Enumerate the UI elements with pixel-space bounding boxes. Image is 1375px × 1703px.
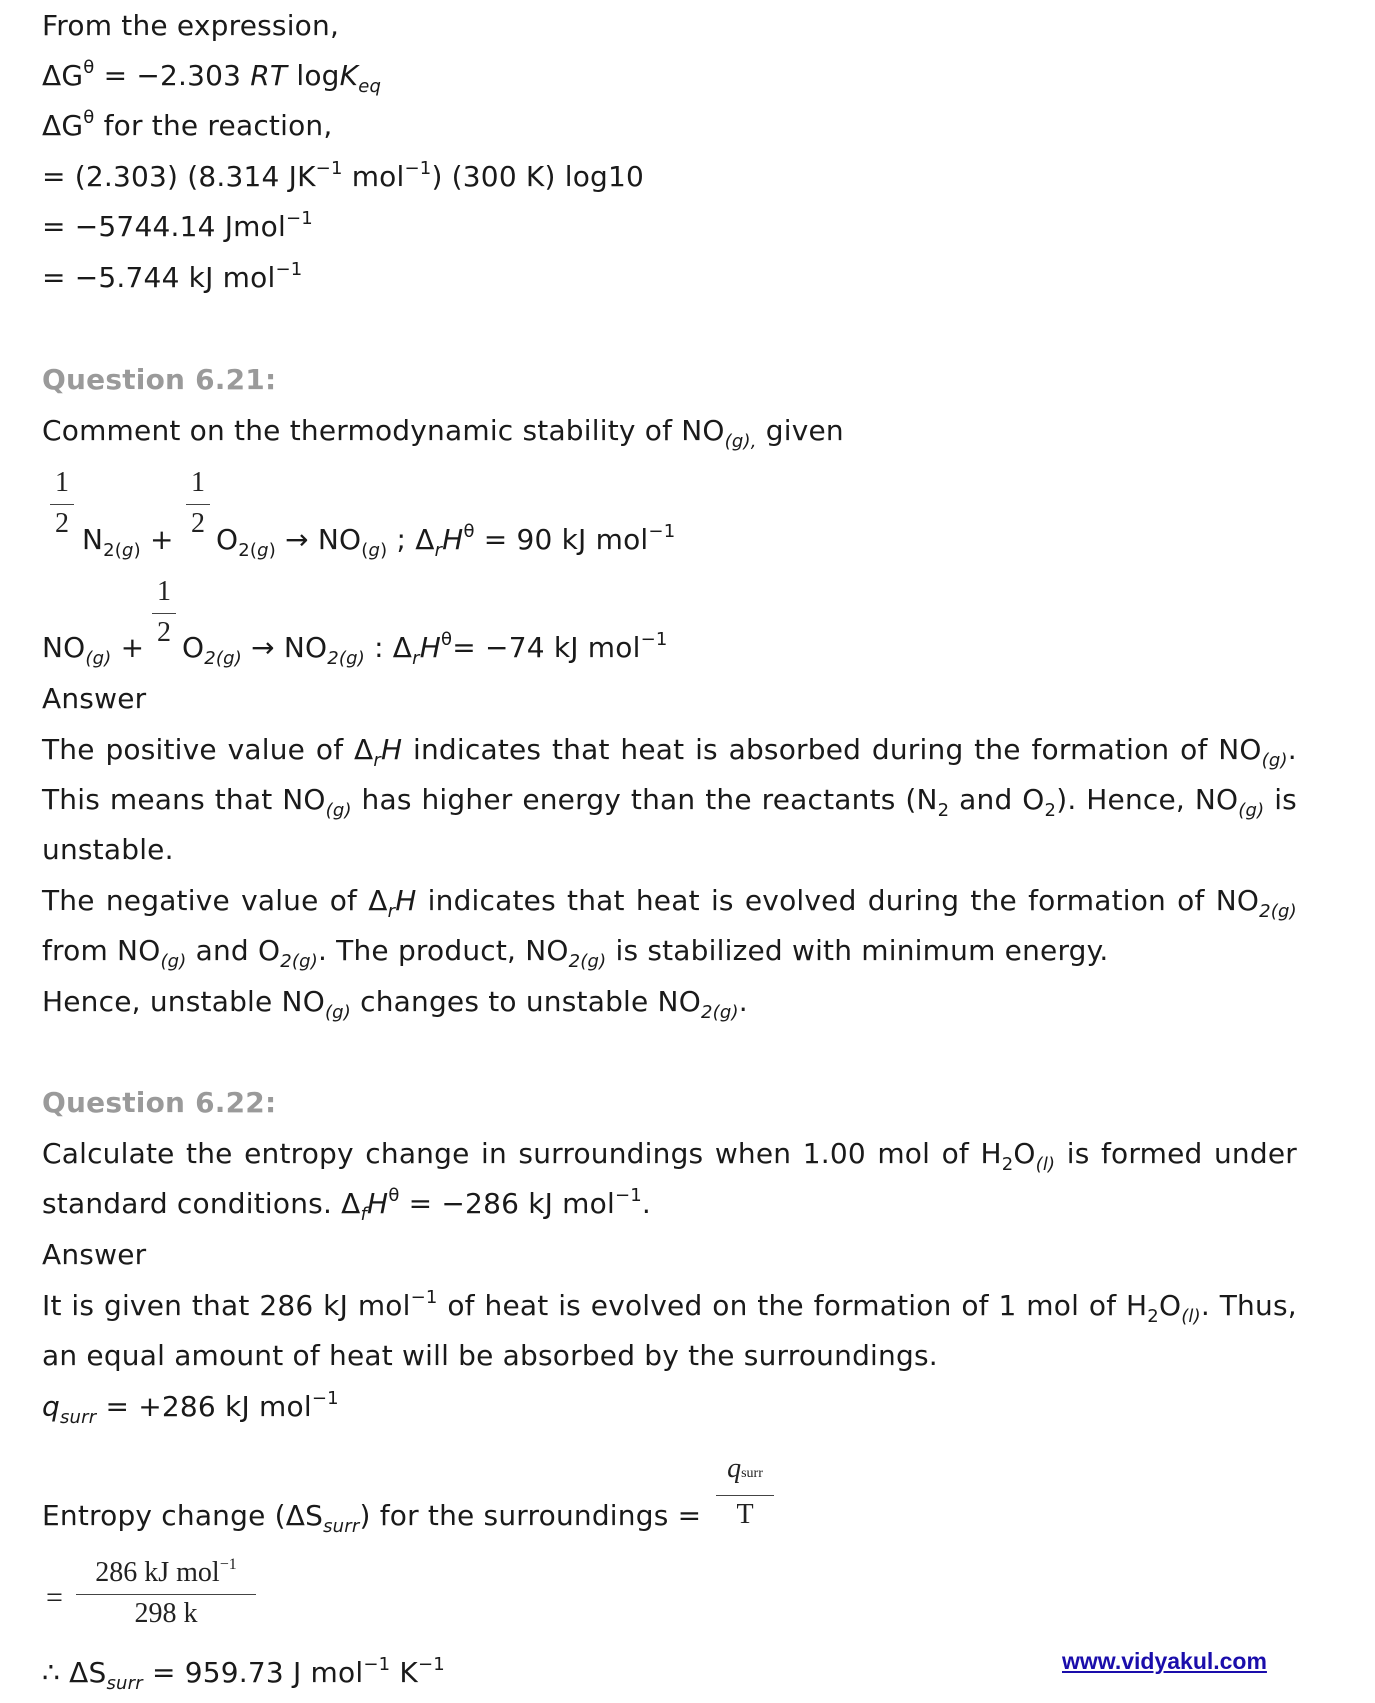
question-heading-6-22: Question 6.22: (42, 1086, 277, 1119)
question-heading-6-21: Question 6.21: (42, 363, 277, 396)
answer-p1-line1: The positive value of $\Delta_rH$ indicates that heat is absorbed during the formation of $NO_{(g)}$. (42, 733, 1297, 771)
equation-no-formation-left: $N_{2(g)}$ + (82, 523, 174, 561)
question-text-6-22-line1: Calculate the entropy change in surroundings when 1.00 mol of $H_2O_{(l)}$ is formed under (42, 1137, 1297, 1175)
equation-no2-formation-left: $NO_{(g)}$ + (42, 631, 145, 669)
answer-label-6-21: Answer (42, 682, 147, 715)
answer-6-22-line2: an equal amount of heat will be absorbed by the surroundings. (42, 1339, 938, 1372)
fraction-half-2: 1 2 (186, 466, 210, 539)
fraction-286-over-298: 286 kJ mol$^{-1}$ 298 k (76, 1556, 256, 1629)
equation-q-surr: $q_{surr} = +286$ kJ mol$^{-1}$ (42, 1388, 339, 1428)
equation-no-formation-right: $O_{2(g)} \to NO_{(g)}$ ; $\Delta_rH^\theta = 90$ kJ mol$^{-1}$ (216, 521, 676, 561)
footer-website-link[interactable]: www.vidyakul.com (1062, 1648, 1267, 1674)
answer-6-22-line1: It is given that 286 kJ mol$^{-1}$ of heat is evolved on the formation of 1 mol of $H_2O_{(l)}$. Thus, (42, 1287, 1297, 1327)
answer-p2-line2: from $NO_{(g)}$ and $O_{2(g)}$. The product, $NO_{2(g)}$ is stabilized with minimum energy. (42, 934, 1109, 972)
calc-step-1: = (2.303) (8.314 $JK^{-1}$ mol$^{-1}$) (300 K) log10 (42, 158, 645, 193)
answer-p3: Hence, unstable $NO_{(g)}$ changes to unstable $NO_{2(g)}$. (42, 985, 748, 1023)
fraction-half-1: 1 2 (50, 466, 74, 539)
text-from-expression: From the expression, (42, 9, 340, 42)
answer-p1-line2: This means that $NO_{(g)}$ has higher energy than the reactants ($N_2$ and $O_2$). Hence, $NO_{(g)}$ is (42, 783, 1297, 821)
equation-no2-formation-right: $O_{2(g)} \to NO_{2(g)}$ : $\Delta_rH^\theta= -74$ kJ mol$^{-1}$ (182, 629, 668, 669)
equation-gibbs: $\Delta G^\theta = -2.303$ RT logK$_{eq}$ (42, 57, 382, 97)
fraction-half-3: 1 2 (152, 575, 176, 648)
question-text-6-21: Comment on the thermodynamic stability of $NO_{(g),}$ given (42, 414, 844, 452)
answer-p2-line1: The negative value of $\Delta_rH$ indicates that heat is evolved during the formation of $NO_{2(g)}$ (42, 884, 1297, 922)
result-entropy: ∴ $\Delta S_{surr} = 959.73$ J mol$^{-1}$ $K^{-1}$ (42, 1654, 445, 1694)
answer-p1-line3: unstable. (42, 833, 174, 866)
equals-sign: = (46, 1581, 64, 1614)
question-text-6-22-line2: standard conditions. $\Delta_fH^\theta = -286$ kJ mol$^{-1}$. (42, 1185, 652, 1225)
calc-step-3: = −5.744 kJ mol$^{-1}$ (42, 259, 303, 294)
answer-label-6-22: Answer (42, 1238, 147, 1271)
text-entropy-change: Entropy change $(\Delta S_{surr})$ for the surroundings = (42, 1499, 702, 1537)
text-delta-g-reaction: $\Delta G^\theta$ for the reaction, (42, 107, 333, 142)
calc-step-2: = −5744.14 Jmol$^{-1}$ (42, 208, 313, 243)
fraction-qsurr-over-t: qsurr T (716, 1452, 774, 1530)
